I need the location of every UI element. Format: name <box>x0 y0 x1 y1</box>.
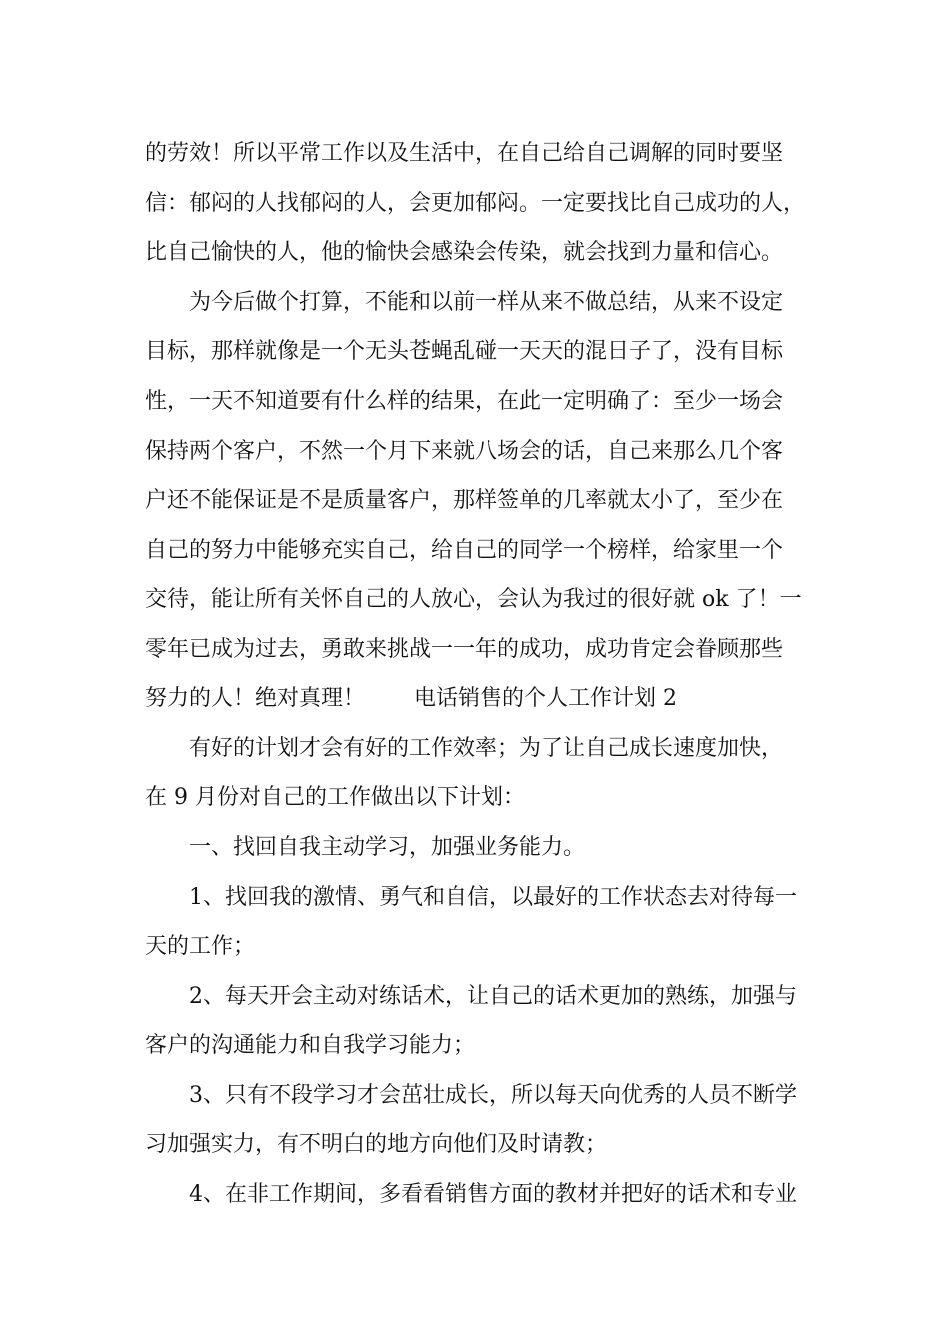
text-line: 性，一天不知道要有什么样的结果，在此一定明确了：至少一场会 <box>145 389 784 414</box>
text-line: 交待，能让所有关怀自己的人放心，会认为我过的很好就 ok 了！一 <box>145 587 802 612</box>
text-line: 自己的努力中能够充实自己，给自己的同学一个榜样，给家里一个 <box>145 538 784 563</box>
text-line: 天的工作； <box>145 934 256 959</box>
text-line: 的劳效！所以平常工作以及生活中，在自己给自己调解的同时要坚 <box>145 141 784 166</box>
text-line: 习加强实力，有不明白的地方向他们及时请教； <box>145 1132 608 1157</box>
text-line: 有好的计划才会有好的工作效率；为了让自己成长速度加快， <box>189 736 784 761</box>
text-segment: 努力的人！绝对真理！ <box>145 686 366 711</box>
section-heading: 电话销售的个人工作计划 2 <box>414 686 677 711</box>
list-item: 3、只有不段学习才会茁壮成长，所以每天向优秀的人员不断学 <box>189 1083 797 1108</box>
list-item: 4、在非工作期间，多看看销售方面的教材并把好的话术和专业 <box>189 1182 797 1207</box>
list-item: 2、每天开会主动对练话术，让自己的话术更加的熟练，加强与 <box>189 984 797 1009</box>
section-title: 一、找回自我主动学习，加强业务能力。 <box>189 835 586 860</box>
text-line: 户还不能保证是不是质量客户，那样签单的几率就太小了，至少在 <box>145 488 784 513</box>
text-line: 保持两个客户，不然一个月下来就八场会的话，自己来那么几个客 <box>145 439 784 464</box>
mixed-line <box>145 682 950 716</box>
text-line: 比自己愉快的人，他的愉快会感染会传染，就会找到力量和信心。 <box>145 240 784 265</box>
text-line: 为今后做个打算，不能和以前一样从来不做总结，从来不设定 <box>189 290 784 315</box>
text-line: 零年已成为过去，勇敢来挑战一一年的成功，成功肯定会眷顾那些 <box>145 637 784 662</box>
text-line: 在 9 月份对自己的工作做出以下计划： <box>145 785 525 810</box>
list-item: 1、找回我的激情、勇气和自信，以最好的工作状态去对待每一 <box>189 885 797 910</box>
text-line: 目标，那样就像是一个无头苍蝇乱碰一天天的混日子了，没有目标 <box>145 339 784 364</box>
text-line: 信：郁闷的人找郁闷的人，会更加郁闷。一定要找比自己成功的人， <box>145 191 806 216</box>
text-line: 客户的沟通能力和自我学习能力； <box>145 1033 476 1058</box>
